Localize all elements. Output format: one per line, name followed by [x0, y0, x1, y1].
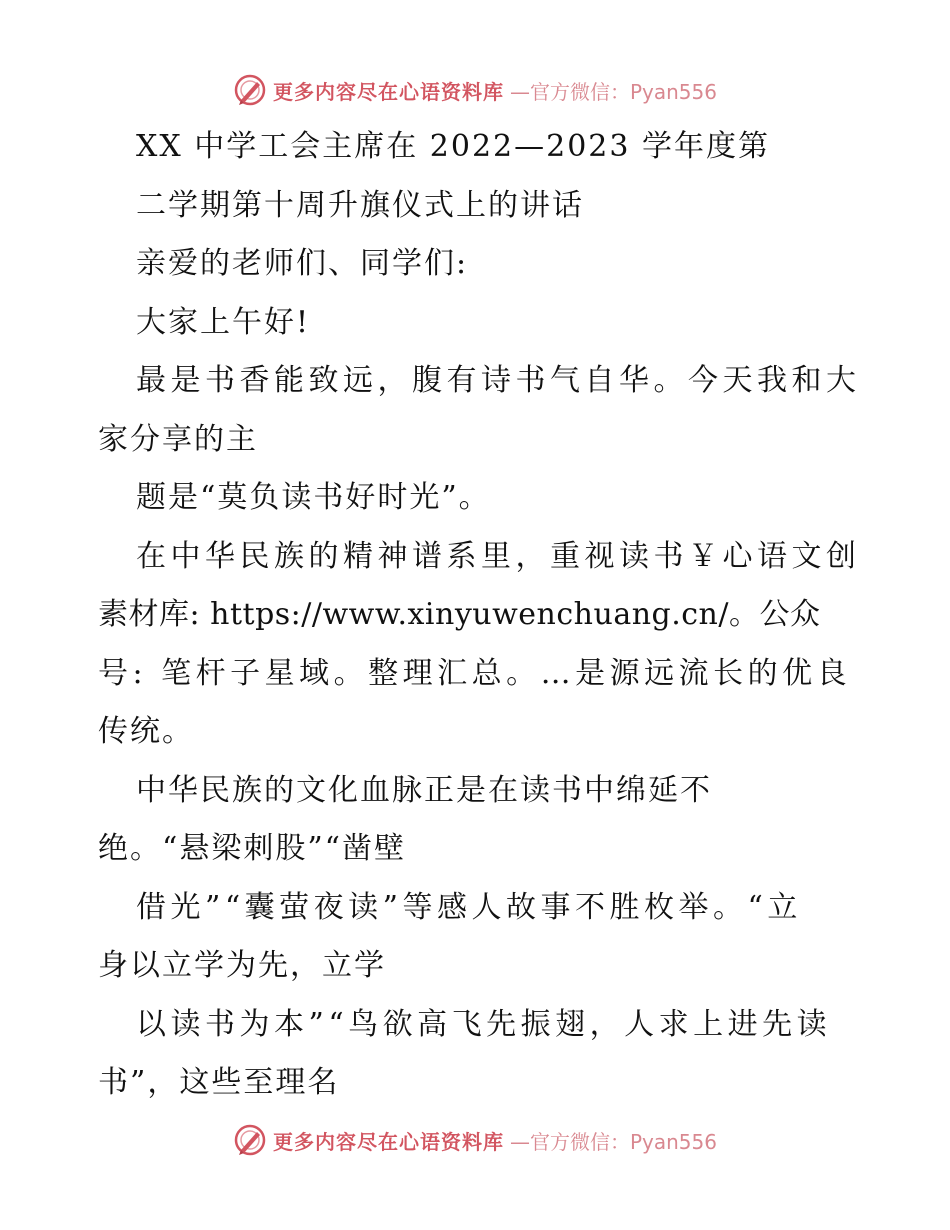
watermark-wechat-text: —官方微信：Pyan556 [509, 1129, 717, 1154]
watermark-wechat-text: —官方微信：Pyan556 [509, 79, 717, 104]
paragraph-line: 身以立学为先，立学 [98, 948, 386, 983]
document-body [98, 118, 861, 1113]
paragraph-line: 绝。“悬梁刺股”“凿壁 [98, 831, 407, 866]
watermark-brand-text: 更多内容尽在心语资料库 [272, 79, 504, 104]
greeting-line: 大家上午好! [136, 304, 311, 340]
salutation-line: 亲爱的老师们、同学们: [136, 246, 469, 281]
watermark-brand-text: 更多内容尽在心语资料库 [272, 1129, 504, 1154]
watermark-banner-bottom [0, 1120, 950, 1160]
pen-circle-logo-icon [233, 1123, 267, 1157]
watermark-banner-top [0, 70, 950, 110]
paragraph-line: 在中华民族的精神谱系里，重视读书￥心语文创 [136, 538, 861, 574]
paragraph-line: 中华民族的文化血脉正是在读书中绵延不 [136, 772, 712, 808]
paragraph-line: 题是“莫负读书好时光”。 [136, 480, 491, 515]
pen-circle-logo-icon [233, 73, 267, 107]
paragraph-line: 书”，这些至理名 [98, 1065, 340, 1100]
paragraph-line: 以读书为本”“鸟欲高飞先振翅，人求上进先读 [136, 1006, 832, 1042]
title-line-2: 二学期第十周升旗仪式上的讲话 [136, 187, 584, 223]
paragraph-line: 号: 笔杆子星域。整理汇总。…是源远流长的优良 [98, 655, 852, 691]
paragraph-line: 传统。 [98, 714, 194, 749]
paragraph-line: 家分享的主 [98, 421, 258, 457]
title-line-1: XX 中学工会主席在 2022—2023 学年度第 [136, 129, 771, 164]
paragraph-line: 素材库: https://www.xinyuwenchuang.cn/。公众 [98, 597, 821, 632]
paragraph-line: 借光”“囊萤夜读”等感人故事不胜枚举。“立 [136, 889, 802, 925]
paragraph-line: 最是书香能致远，腹有诗书气自华。今天我和大 [136, 363, 861, 398]
